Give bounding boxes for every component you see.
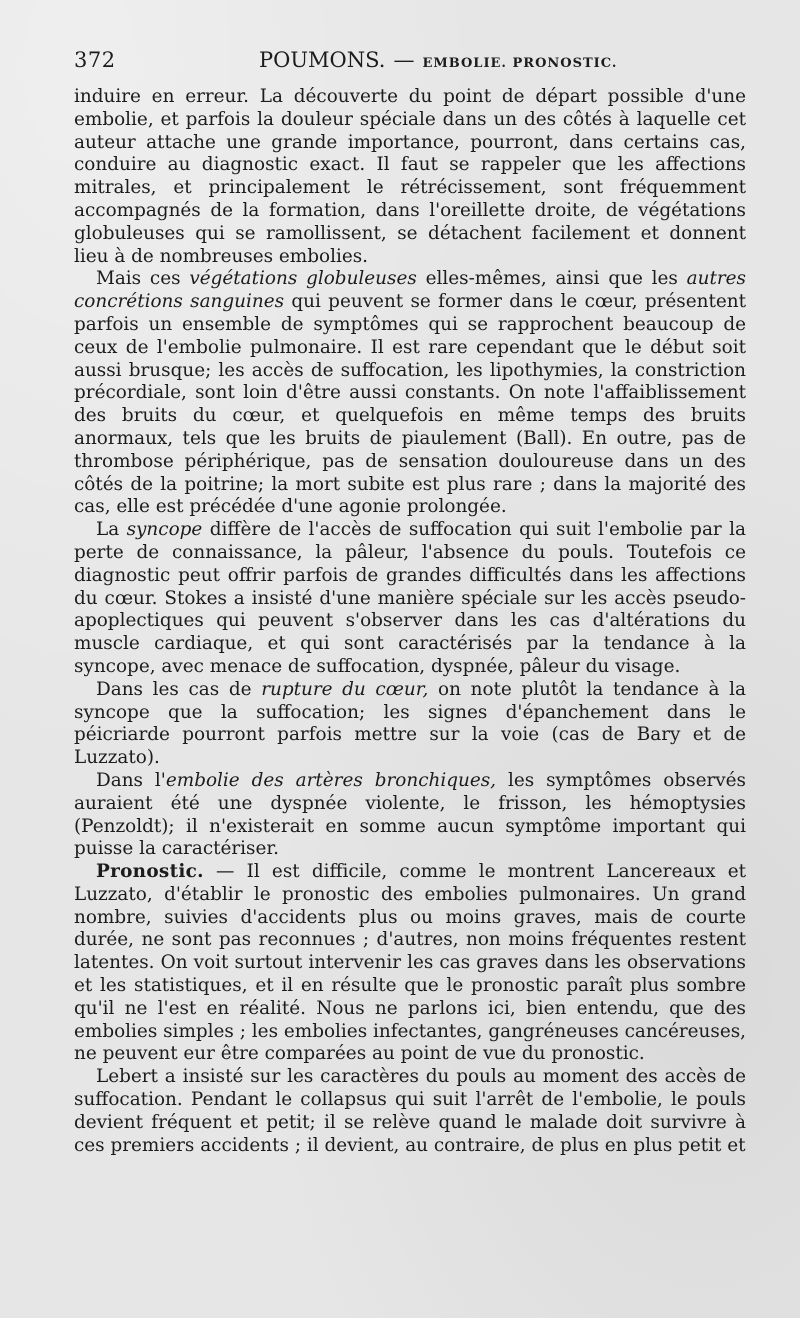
running-header xyxy=(74,48,746,78)
p2-italic-concretions: autres concrétions sanguines xyxy=(74,268,746,313)
paragraph-3 xyxy=(74,519,746,679)
running-title xyxy=(259,48,617,72)
p2-text-e: qui peuvent se former dans le cœur, présentent parfois un ensemble de symptômes qui se rapprochent beaucoup de ceux de l'embolie pulmonaire. Il est rare cependant que le début soit aussi brusque; les accès de suffocation, les lipothymies, la constriction précordiale, sont loin d'être aussi constants. On note l'affaiblissement des bruits du cœur, et quelquefois en même temps des bruits anormaux, tels que les bruits de piaulement (Ball). En outre, pas de thrombose périphérique, pas de sensation douloureuse dans un des côtés de la poitrine; la mort subite est plus rare ; dans la majorité des cas, elle est précédée d'une agonie prolongée. xyxy=(74,291,746,518)
p5-italic-embolie-bronchiques: embolie des artères bronchiques, xyxy=(165,769,497,791)
page-number: 372 xyxy=(74,48,116,72)
p3-text-a: La xyxy=(96,519,120,541)
p5-text-c: les symptômes observés auraient été une dyspnée violente, le frisson, les hémoptysies (Penzoldt); il n'existerait en somme aucun symptôme important qui puisse la caractériser. xyxy=(74,769,746,860)
p3-text-c: diffère de l'accès de suffocation qui suit l'embolie par la perte de connaissance, la pâleur, l'absence du pouls. Toutefois ce diagnostic peut offrir parfois de grandes difficultés dans les affections du cœur. Stokes a insisté d'une manière spéciale sur les accès pseudo-apoplectiques qui peuvent s'observer dans les cas d'altérations du muscle cardiaque, et qui sont caractérisés par la tendance à la syncope, avec menace de suffocation, dyspnée, pâleur du visage. xyxy=(74,519,746,677)
running-title-main: POUMONS. xyxy=(259,48,386,72)
p4-text-a: Dans les cas de xyxy=(96,678,252,700)
paragraph-7: Lebert a insisté sur les caractères du pouls au moment des accès de suffocation. Pendant le collapsus qui suit l'arrêt de l'embolie, le pouls devient fréquent et petit; il se relève quand le malade doit survivre à ces premiers accidents ; il devient, au contraire, de plus en plus petit et xyxy=(74,1066,746,1156)
pronostic-heading: Pronostic. xyxy=(96,861,204,883)
paragraph-2 xyxy=(74,268,746,519)
p6-text: — Il est difficile, comme le montrent Lancereaux et Luzzato, d'établir le pronostic des embolies pulmonaires. Un grand nombre, suivies d'accidents plus ou moins graves, mais de courte durée, ne sont pas reconnues ; d'autres, non moins fréquentes restent latentes. On voit surtout intervenir les cas graves dans les observations et les statistiques, et il en résulte que le pronostic paraît plus sombre qu'il ne l'est en réalité. Nous ne parlons ici, bien entendu, que des embolies simples ; les embolies infectantes, gangréneuses cancéreuses, ne peuvent eur être comparées au point de vue du pronostic. xyxy=(74,861,746,1065)
p2-italic-vegetations: végétations globuleuses xyxy=(189,268,417,290)
p3-italic-syncope: syncope xyxy=(126,519,203,541)
p4-italic-rupture: rupture du cœur, xyxy=(261,678,429,700)
p5-text-a: Dans l' xyxy=(96,769,166,791)
p2-text-a: Mais ces xyxy=(96,268,181,290)
body-text xyxy=(74,86,746,1157)
running-title-dash: — xyxy=(393,48,415,72)
running-title-sub: EMBOLIE. PRONOSTIC. xyxy=(422,56,618,71)
paragraph-5 xyxy=(74,770,746,861)
paragraph-4 xyxy=(74,679,746,770)
paragraph-1: induire en erreur. La découverte du point de départ possible d'une embolie, et parfois la douleur spéciale dans un des côtés à laquelle cet auteur attache une grande importance, pourront, dans certains cas, conduire au diagnostic exact. Il faut se rappeler que les affections mitrales, et principalement le rétrécissement, sont fréquemment accompagnés de la formation, dans l'oreillette droite, de végétations globuleuses qui se ramollissent, se détachent facilement et donnent lieu à de nombreuses embolies. xyxy=(74,86,746,267)
p4-text-c: on note plutôt la tendance à la syncope que la suffocation; les signes d'épanchement dans le péicriarde pourront parfois mettre sur la voie (cas de Bary et de Luzzato). xyxy=(74,678,746,769)
p2-text-c: elles-mêmes, ainsi que les xyxy=(425,268,678,290)
paragraph-6-pronostic xyxy=(74,861,746,1066)
